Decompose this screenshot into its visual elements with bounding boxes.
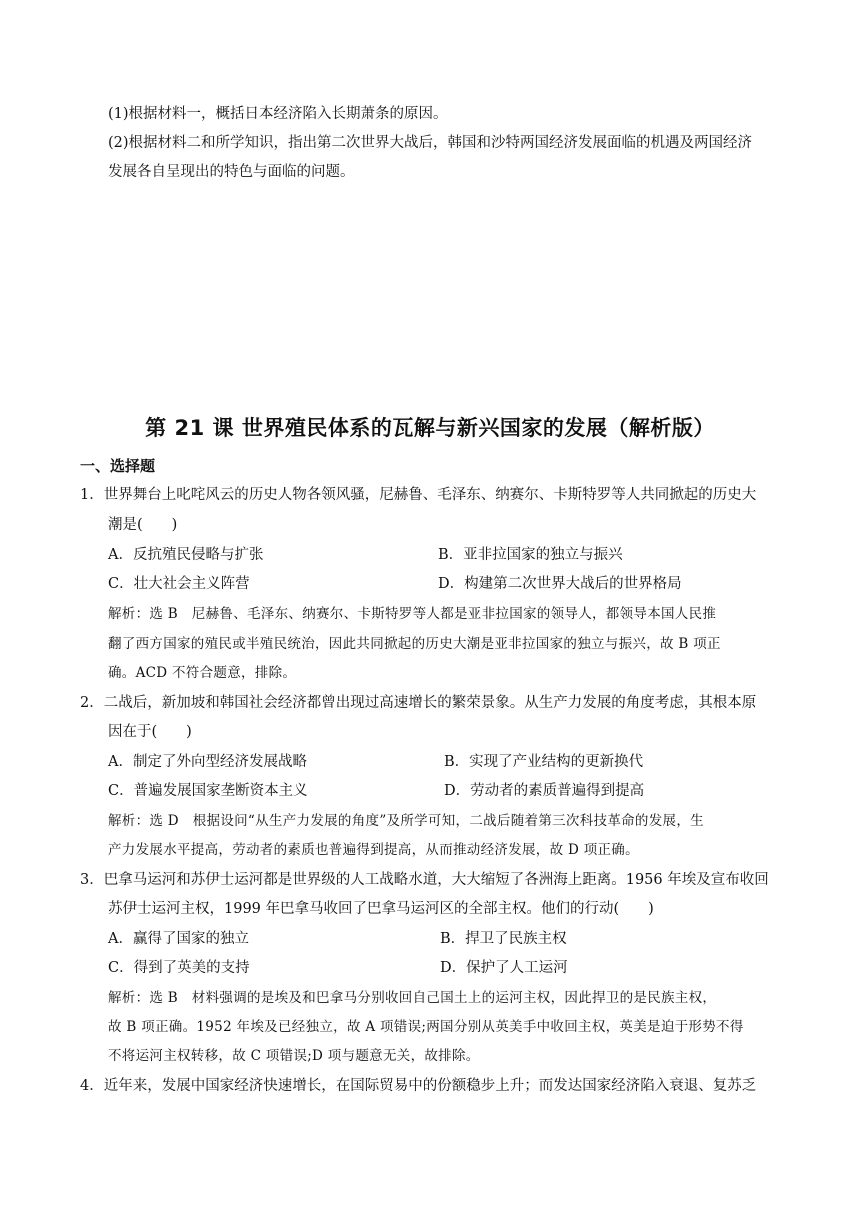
question-1-option-d: D．构建第二次世界大战后的世界格局 bbox=[438, 576, 682, 592]
question-3-option-a: A．赢得了国家的独立 bbox=[108, 931, 249, 947]
question-3-analysis-line-1: 解析：选 B 材料强调的是埃及和巴拿马分别收回自己国土上的运河主权，因此捍卫的是民族主权， bbox=[108, 990, 717, 1006]
question-3-option-d: D．保护了人工运河 bbox=[440, 960, 568, 976]
lesson-title: 第 21 课 世界殖民体系的瓦解与新兴国家的发展（解析版） bbox=[145, 416, 715, 440]
question-2-option-c: C．普遍发展国家垄断资本主义 bbox=[108, 783, 308, 799]
question-1-stem-line-1: 1．世界舞台上叱咤风云的历史人物各领风骚，尼赫鲁、毛泽东、纳赛尔、卡斯特罗等人共同掀起的历史大 bbox=[80, 487, 757, 503]
question-2-stem-line-1: 2．二战后，新加坡和韩国社会经济都曾出现过高速增长的繁荣景象。从生产力发展的角度考虑，其根本原 bbox=[80, 695, 757, 711]
question-1-analysis-line-1: 解析：选 B 尼赫鲁、毛泽东、纳赛尔、卡斯特罗等人都是亚非拉国家的领导人，都领导本国人民推 bbox=[108, 606, 717, 622]
material-question-2-line-2: 发展各自呈现出的特色与面临的问题。 bbox=[108, 164, 355, 180]
question-4-stem-line-1: 4．近年来，发展中国家经济快速增长，在国际贸易中的份额稳步上升；而发达国家经济陷入衰退、复苏乏 bbox=[80, 1078, 757, 1094]
question-2-stem-line-2: 因在于( ) bbox=[108, 724, 192, 740]
question-2-option-a: A．制定了外向型经济发展战略 bbox=[108, 754, 307, 770]
question-1-analysis-line-2: 翻了西方国家的殖民或半殖民统治，因此共同掀起的历史大潮是亚非拉国家的独立与振兴，故 B 项正 bbox=[108, 636, 721, 652]
question-1-option-b: B．亚非拉国家的独立与振兴 bbox=[438, 547, 623, 563]
question-2-option-d: D．劳动者的素质普遍得到提高 bbox=[444, 783, 645, 799]
material-question-1: (1)根据材料一，概括日本经济陷入长期萧条的原因。 bbox=[108, 106, 448, 122]
question-3-stem-line-1: 3．巴拿马运河和苏伊士运河都是世界级的人工战略水道，大大缩短了各洲海上距离。1956 年埃及宣布收回 bbox=[80, 872, 769, 888]
question-3-option-c: C．得到了英美的支持 bbox=[108, 960, 250, 976]
material-question-2-line-1: (2)根据材料二和所学知识，指出第二次世界大战后，韩国和沙特两国经济发展面临的机遇及两国经济 bbox=[108, 135, 753, 151]
question-1-analysis-line-3: 确。ACD 不符合题意，排除。 bbox=[108, 665, 297, 681]
question-3-analysis-line-2: 故 B 项正确。1952 年埃及已经独立，故 A 项错误;两国分别从英美手中收回主权，英美是迫于形势不得 bbox=[108, 1019, 744, 1035]
question-3-option-b: B．捍卫了民族主权 bbox=[440, 931, 567, 947]
question-2-analysis-line-1: 解析：选 D 根据设问“从生产力发展的角度”及所学可知，二战后随着第三次科技革命的发展，生 bbox=[108, 813, 704, 829]
question-3-analysis-line-3: 不将运河主权转移，故 C 项错误;D 项与题意无关，故排除。 bbox=[108, 1048, 480, 1064]
section-heading: 一、选择题 bbox=[80, 457, 156, 475]
question-3-stem-line-2: 苏伊士运河主权，1999 年巴拿马收回了巴拿马运河区的全部主权。他们的行动( ) bbox=[108, 901, 654, 917]
question-2-option-b: B．实现了产业结构的更新换代 bbox=[444, 754, 644, 770]
question-1-option-c: C．壮大社会主义阵营 bbox=[108, 576, 250, 592]
question-2-analysis-line-2: 产力发展水平提高，劳动者的素质也普遍得到提高，从而推动经济发展，故 D 项正确。 bbox=[108, 842, 639, 858]
question-1-stem-line-2: 潮是( ) bbox=[108, 517, 178, 533]
question-1-option-a: A．反抗殖民侵略与扩张 bbox=[108, 547, 264, 563]
